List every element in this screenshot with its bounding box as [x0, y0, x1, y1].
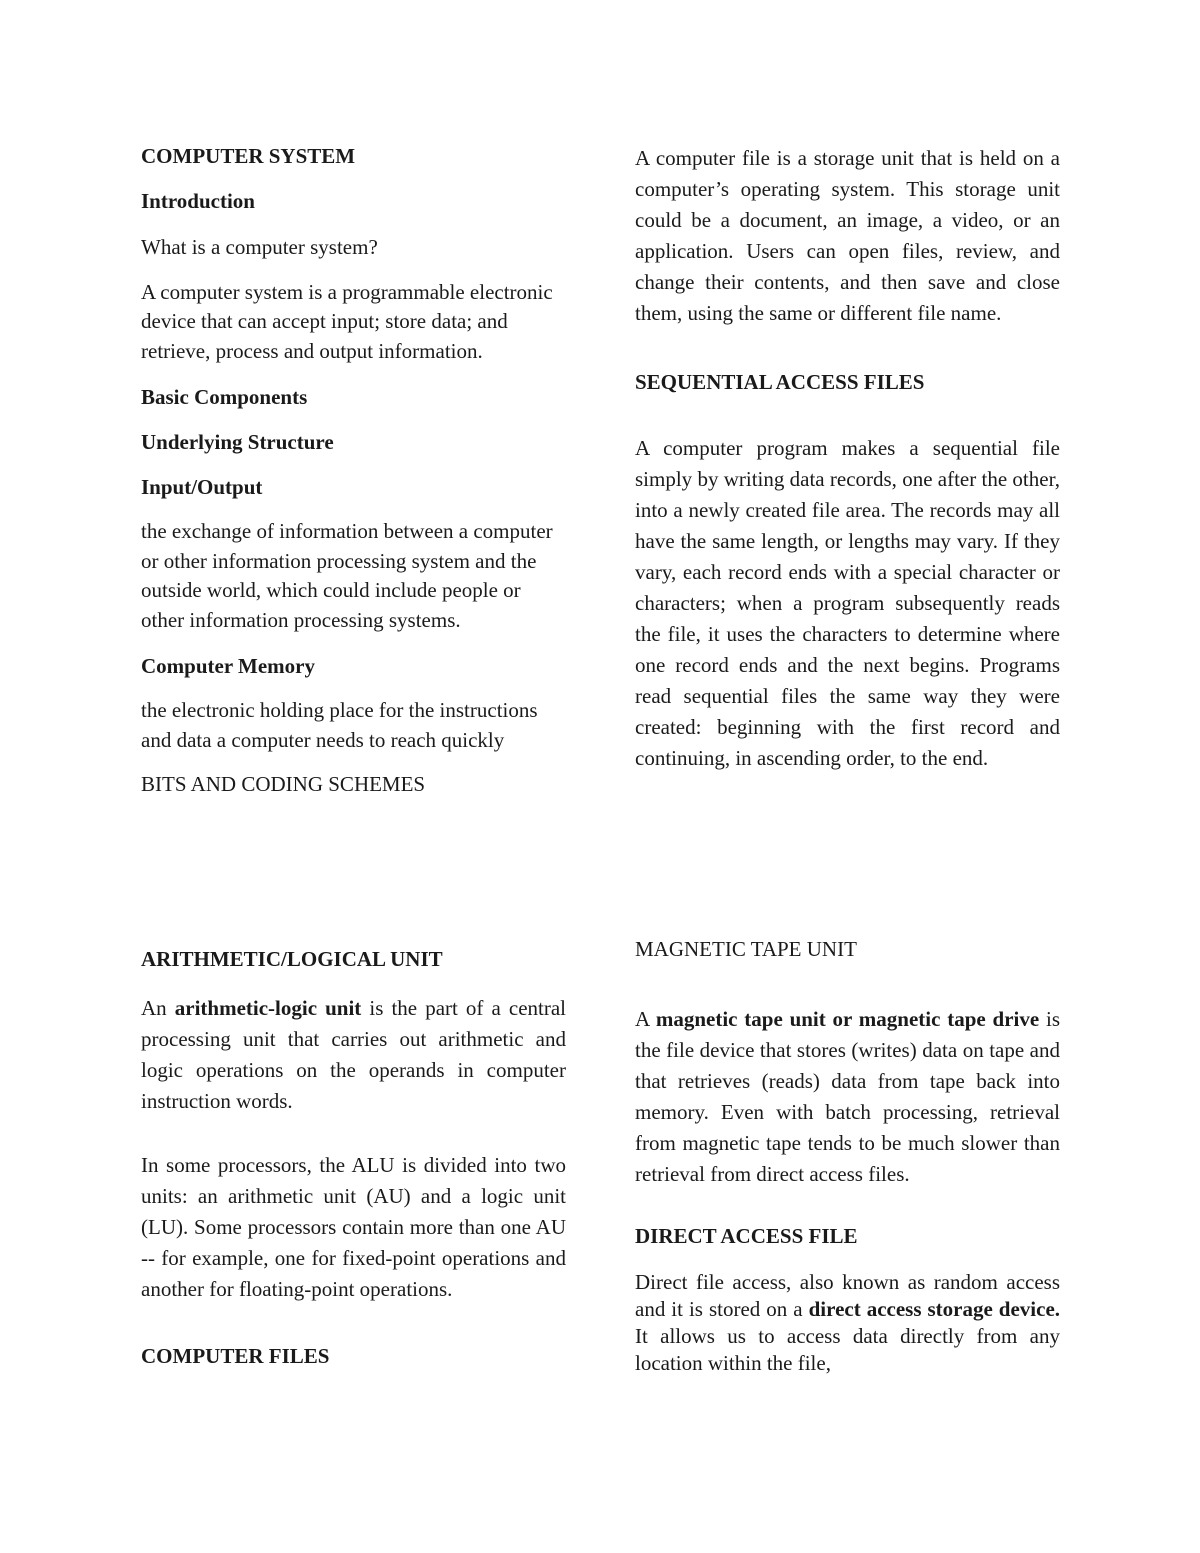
- left-column-top: [141, 143, 566, 797]
- left-column-bottom: [141, 946, 566, 1369]
- alu-paragraph-2: In some processors, the ALU is divided into two units: an arithmetic unit (AU) and a logic unit (LU). Some processors contain more than one AU -- for example, one for fixed-point operations and another for floating-point operations.: [141, 1153, 566, 1301]
- magnetic-tape-text: [635, 1004, 1060, 1190]
- direct-access-text: [635, 1269, 1060, 1377]
- tape-pre: A: [635, 1007, 650, 1031]
- right-column-top: [635, 143, 1060, 774]
- question-text: What is a computer system?: [141, 235, 378, 259]
- tape-post: is the file device that stores (writes) data on tape and that retrieves (reads) data from tape back into memory. Even with batch processing, retrieval from magnetic tape tends to be much slower than retrieval from direct access files.: [635, 1007, 1061, 1186]
- alu-heading: ARITHMETIC/LOGICAL UNIT: [141, 947, 443, 971]
- alu-p1-post: is the part of a central processing unit that carries out arithmetic and logic operations on the operands in computer instruction words.: [141, 996, 567, 1113]
- input-output-heading: Input/Output: [141, 475, 263, 499]
- direct-bold: direct access storage device.: [808, 1297, 1061, 1321]
- bits-coding-heading: BITS AND CODING SCHEMES: [141, 772, 426, 796]
- direct-post: It allows us to access data directly from any location within the file,: [635, 1324, 1060, 1375]
- basic-components-heading: Basic Components: [141, 385, 308, 409]
- sequential-access-heading: SEQUENTIAL ACCESS FILES: [635, 370, 925, 394]
- direct-access-heading: DIRECT ACCESS FILE: [635, 1224, 858, 1248]
- computer-memory-heading: Computer Memory: [141, 654, 315, 678]
- computer-files-heading: COMPUTER FILES: [141, 1344, 330, 1368]
- magnetic-tape-heading: MAGNETIC TAPE UNIT: [635, 937, 857, 961]
- alu-p1-pre: An: [141, 996, 167, 1020]
- introduction-heading: Introduction: [141, 189, 255, 213]
- page-title: COMPUTER SYSTEM: [141, 144, 356, 168]
- computer-memory-text: the electronic holding place for the instructions and data a computer needs to reach quickly: [141, 698, 538, 752]
- direct-pre: Direct file access, also known as random access and it is stored on a: [635, 1270, 1060, 1321]
- alu-paragraph-1: [141, 993, 566, 1117]
- alu-p1-bold: arithmetic-logic unit: [174, 996, 362, 1020]
- input-output-text: the exchange of information between a computer or other information processing system and the outside world, which could include people or other information processing systems.: [141, 519, 553, 632]
- underlying-structure-heading: Underlying Structure: [141, 430, 334, 454]
- right-column-bottom: [635, 936, 1060, 1377]
- computer-file-definition: A computer file is a storage unit that is held on a computer’s operating system. This storage unit could be a document, an image, a video, or an application. Users can open files, review, and change their contents, and then save and close them, using the same or different file name.: [635, 146, 1060, 325]
- tape-bold: magnetic tape unit or magnetic tape drive: [655, 1007, 1040, 1031]
- computer-system-definition: A computer system is a programmable electronic device that can accept input; store data; and retrieve, process and output information.: [141, 279, 553, 363]
- sequential-access-text: A computer program makes a sequential file simply by writing data records, one after the other, into a newly created file area. The records may all have the same length, or lengths may vary. If they vary, each record ends with a special character or characters; when a program subsequently reads the file, it uses the characters to determine where one record ends and the next begins. Programs read sequential files the same way they were created: beginning with the first record and continuing, in ascending order, to the end.: [635, 436, 1060, 770]
